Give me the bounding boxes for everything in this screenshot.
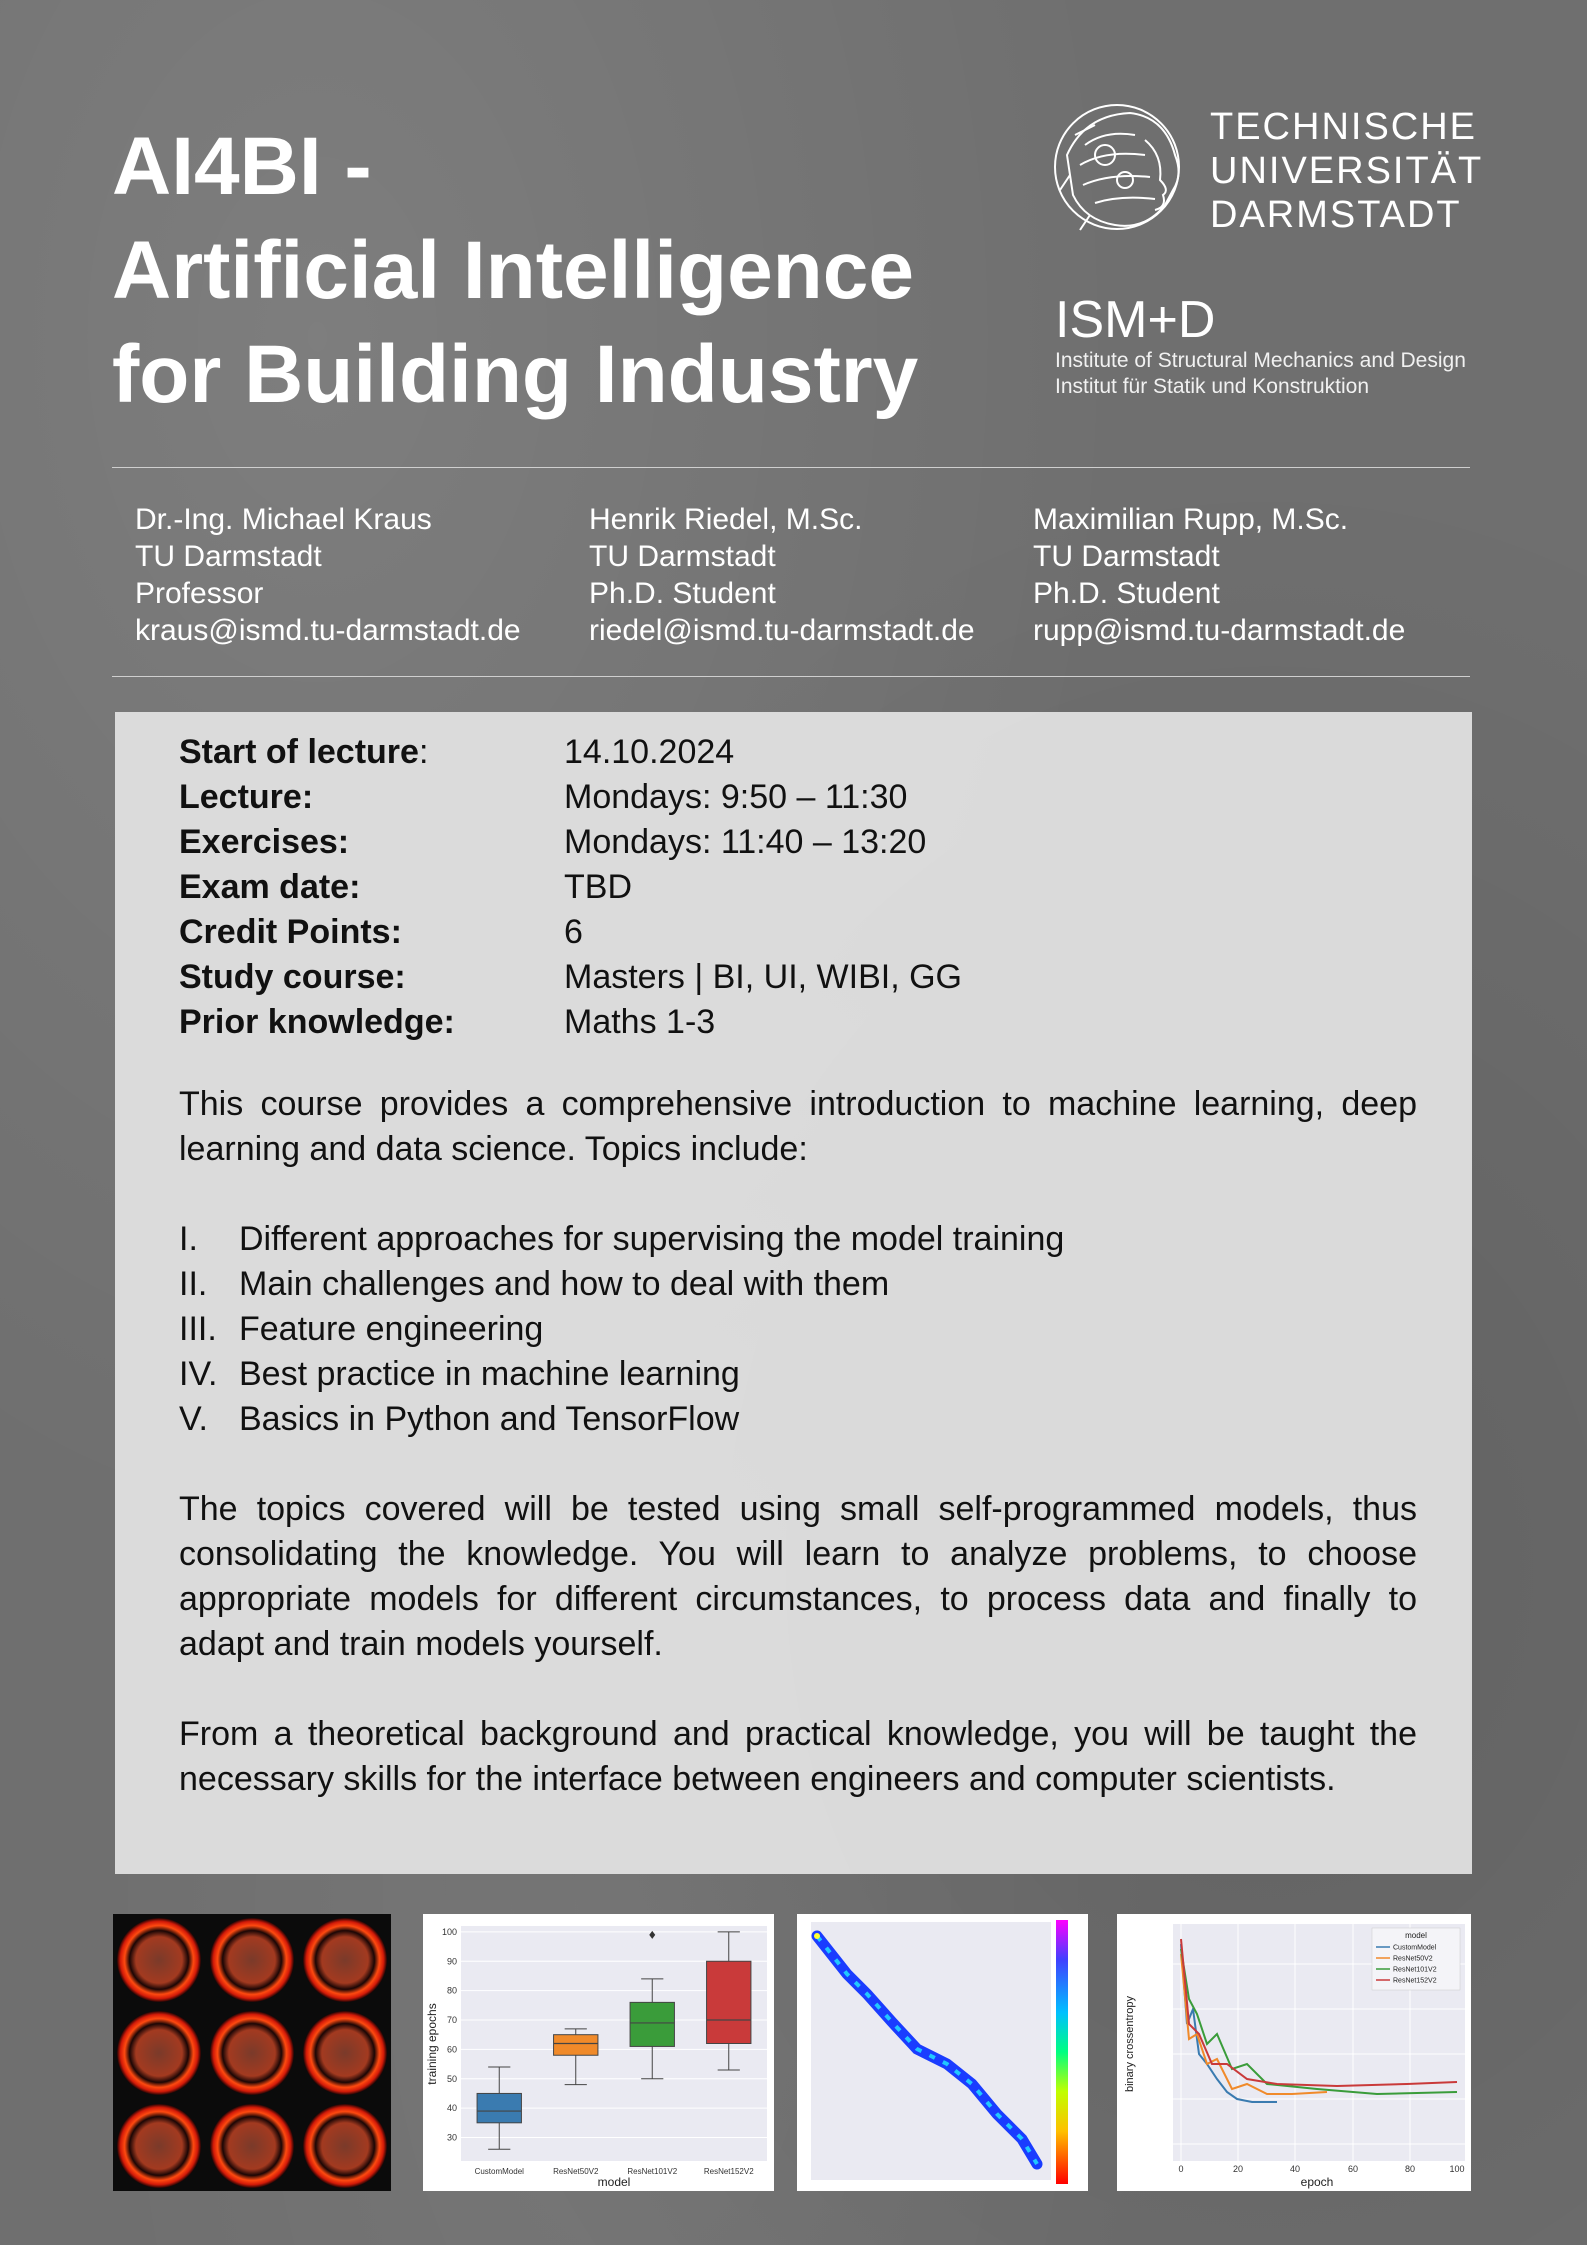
x-tick-label: ResNet152V2 [703,2167,754,2176]
boxplot-chart [423,1914,774,2191]
university-line-3: DARMSTADT [1210,194,1462,236]
info-key: Start of lecture [179,733,419,771]
list-item-text: Different approaches for supervising the model training [239,1220,1065,1258]
colorbar [1056,1920,1068,2184]
y-tick-label: 100 [441,1926,457,1937]
info-key: Exercises: [179,823,350,861]
x-tick-label: 80 [1404,2164,1416,2174]
legend-title: model [1405,1931,1427,1940]
title-line-3: for Building Industry [112,329,919,420]
info-value: Mondays: 11:40 – 13:20 [564,823,927,861]
author-riedel [589,501,975,649]
x-tick-label: ResNet101V2 [627,2167,678,2176]
legend-item: CustomModel [1393,1944,1437,1952]
author-role: Ph.D. Student [589,577,776,610]
author-affiliation: TU Darmstadt [135,540,322,573]
list-item [179,1352,1064,1397]
x-tick-label: 0 [1178,2164,1184,2174]
box [554,2035,598,2056]
list-item [179,1397,1064,1442]
list-item-text: Best practice in machine learning [239,1355,740,1393]
y-tick-label: 90 [446,1956,457,1967]
boxplot-thumbnail [423,1914,774,2191]
institute-name-de: Institut für Statik und Konstruktion [1055,375,1369,398]
institute-name-en: Institute of Structural Mechanics and Design [1055,349,1466,372]
university-line-2: UNIVERSITÄT [1210,150,1484,192]
trajectory-plot [797,1914,1088,2191]
list-item [179,1262,1064,1307]
info-value: 6 [564,913,583,951]
list-item-text: Basics in Python and TensorFlow [239,1400,740,1438]
poster-title [112,115,1012,427]
author-affiliation: TU Darmstadt [1033,540,1220,573]
legend-item: ResNet101V2 [1393,1966,1437,1974]
thermal-grid-image [113,1914,391,2191]
list-item-number: III. [179,1310,217,1348]
box [477,2093,521,2122]
box [707,1961,751,2043]
y-axis-label: binary crossentropy [1124,1996,1136,2092]
x-axis-label: model [597,2175,631,2189]
author-email[interactable]: riedel@ismd.tu-darmstadt.de [589,614,975,647]
y-axis-label: training epochs [425,2003,439,2085]
info-separator: : [418,733,429,771]
university-line-1: TECHNISCHE [1210,106,1478,148]
info-row-lecture [179,775,962,820]
info-key: Prior knowledge: [179,1003,455,1041]
institute-short-name: ISM+D [1055,291,1216,349]
list-item-number: IV. [179,1355,218,1393]
author-affiliation: TU Darmstadt [589,540,776,573]
y-tick-label: 50 [446,2073,457,2084]
list-item-number: I. [179,1220,198,1258]
author-email[interactable]: rupp@ismd.tu-darmstadt.de [1033,614,1406,647]
title-line-2: Artificial Intelligence [112,225,914,316]
x-tick-label: CustomModel [474,2167,524,2176]
info-row-prior-knowledge [179,1000,962,1045]
divider-top [112,467,1470,468]
list-item-text: Main challenges and how to deal with them [239,1265,890,1303]
course-info-table [179,730,962,1045]
x-tick-label: 20 [1232,2164,1244,2174]
training-curve-chart [1117,1914,1471,2191]
list-item-text: Feature engineering [239,1310,544,1348]
training-curve-thumbnail [1117,1914,1471,2191]
authors-block [112,495,1470,675]
intro-paragraph: This course provides a comprehensive introduction to machine learning, deep learning and data science. Topics include: [179,1085,1417,1168]
author-role: Professor [135,577,264,610]
list-item-number: V. [179,1400,209,1438]
institute-logo [1055,292,1466,400]
info-key: Credit Points: [179,913,402,951]
y-tick-label: 40 [446,2103,457,2114]
info-row-study-course [179,955,962,1000]
legend-item: ResNet50V2 [1393,1955,1433,1963]
y-tick-label: 30 [446,2132,457,2143]
info-value: 14.10.2024 [564,733,735,771]
author-email[interactable]: kraus@ismd.tu-darmstadt.de [135,614,521,647]
info-value: Masters | BI, UI, WIBI, GG [564,958,962,996]
x-tick-label: ResNet50V2 [553,2167,599,2176]
learning-paragraph: The topics covered will be tested using small self-programmed models, thus consolidating the knowledge. You will learn to analyze problems, to choose appropriate models for different circumstances, to process data and finally to adapt and train models yourself. [179,1490,1417,1663]
author-name: Henrik Riedel, M.Sc. [589,503,863,536]
thermal-image-thumbnail [113,1914,391,2191]
divider-bottom [112,676,1470,677]
trajectory-plot-thumbnail [797,1914,1088,2191]
author-role: Ph.D. Student [1033,577,1220,610]
info-key: Exam date: [179,868,361,906]
author-name: Maximilian Rupp, M.Sc. [1033,503,1349,536]
info-row-start [179,730,962,775]
info-key: Lecture: [179,778,314,816]
x-tick-label: 60 [1347,2164,1359,2174]
skills-paragraph: From a theoretical background and practical knowledge, you will be taught the necessary skills for the interface between engineers and computer scientists. [179,1715,1417,1798]
info-value: Mondays: 9:50 – 11:30 [564,778,908,816]
trajectory-start-marker [814,1933,820,1939]
author-name: Dr.-Ing. Michael Kraus [135,503,432,536]
chart-legend [1372,1928,1460,1990]
info-key: Study course: [179,958,406,996]
author-kraus [135,501,521,649]
x-tick-label: 100 [1449,2164,1465,2174]
topics-list [179,1217,1064,1442]
y-tick-label: 70 [446,2015,457,2025]
list-item-number: II. [179,1265,208,1303]
box [630,2002,674,2046]
title-line-1: AI4BI - [112,121,372,212]
legend-item: ResNet152V2 [1393,1977,1437,1985]
info-row-credits [179,910,962,955]
info-row-exercises [179,820,962,865]
x-tick-label: 40 [1289,2164,1301,2174]
list-item [179,1217,1064,1262]
course-description-card [115,712,1472,1874]
y-tick-label: 80 [446,1985,457,1996]
list-item [179,1307,1064,1352]
x-axis-label: epoch [1300,2175,1334,2189]
info-value: TBD [564,868,632,906]
y-tick-label: 60 [446,2044,457,2055]
author-rupp [1033,501,1405,649]
info-value: Maths 1-3 [564,1003,716,1041]
university-name [1210,105,1483,237]
info-row-exam [179,865,962,910]
